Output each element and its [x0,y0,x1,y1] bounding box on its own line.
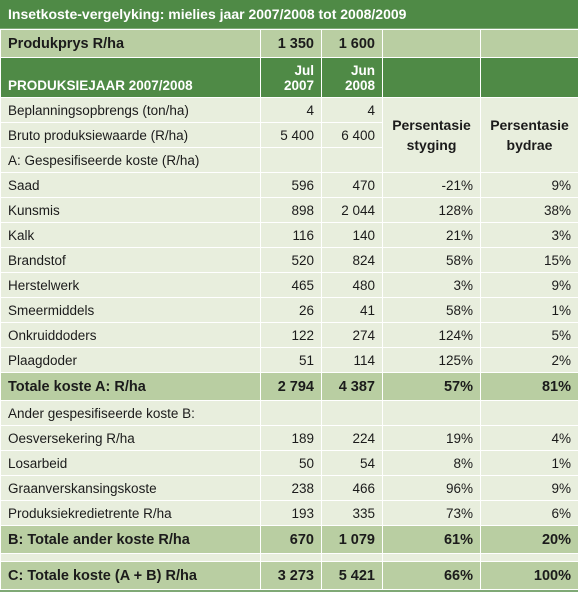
value-2008: 824 [322,248,383,273]
pct-increase: 8% [383,451,481,476]
row-label: Totale koste A: R/ha [1,373,261,401]
cost-row [1,248,578,273]
pct-contribution: 2% [481,348,578,373]
row-label: Produksiekredietrente R/ha [1,501,261,526]
spacer-row [1,554,578,562]
blank-cell [481,58,578,98]
cost-row [1,198,578,223]
value-2007: 4 [261,98,322,123]
value-2008: 480 [322,273,383,298]
row-label: Plaagdoder [1,348,261,373]
table-title: Insetkoste-vergelyking: mielies jaar 2007/2008 tot 2008/2009 [0,0,578,28]
b-section-label: Ander gespesifiseerde koste B: [1,401,261,426]
price-label: Produkprys R/ha [1,30,261,58]
value-2008: 224 [322,426,383,451]
production-year-header: PRODUKSIEJAAR 2007/2008 [1,58,261,98]
row-label: Onkruiddoders [1,323,261,348]
cost-row [1,451,578,476]
pct-contribution: 38% [481,198,578,223]
row-label: Brandstof [1,248,261,273]
blank-cell [383,554,481,562]
cost-comparison-table [0,29,578,590]
row-label: Kalk [1,223,261,248]
cost-row [1,348,578,373]
pct-contribution: 9% [481,476,578,501]
pct-increase: 58% [383,298,481,323]
value-2007: 2 794 [261,373,322,401]
pct-contribution: 3% [481,223,578,248]
value-2007: 898 [261,198,322,223]
pct-contribution: 81% [481,373,578,401]
pct-contribution: 6% [481,501,578,526]
value-2008: 470 [322,173,383,198]
table-row [1,98,578,123]
row-label: Oesversekering R/ha [1,426,261,451]
cost-row [1,273,578,298]
value-2007 [261,148,322,173]
value-2008: 2 044 [322,198,383,223]
value-2007: 50 [261,451,322,476]
blank-cell [383,58,481,98]
value-2007: 189 [261,426,322,451]
value-2007: 520 [261,248,322,273]
pct-increase-header: Persentasie styging [383,98,481,173]
pct-increase: 128% [383,198,481,223]
blank-cell [261,401,322,426]
value-2008: 114 [322,348,383,373]
value-2007: 51 [261,348,322,373]
value-2008: 4 387 [322,373,383,401]
pct-contribution-header: Persentasie bydrae [481,98,578,173]
cost-row [1,173,578,198]
blank-cell [261,554,322,562]
pct-increase: 19% [383,426,481,451]
row-label: Herstelwerk [1,273,261,298]
pct-contribution: 4% [481,426,578,451]
pct-increase: 66% [383,562,481,590]
row-label: Kunsmis [1,198,261,223]
value-2008: 4 [322,98,383,123]
col-header-jul-2007: Jul 2007 [261,58,322,98]
blank-cell [383,30,481,58]
price-2007: 1 350 [261,30,322,58]
pct-contribution: 9% [481,173,578,198]
pct-increase: 58% [383,248,481,273]
row-label: Beplanningsopbrengs (ton/ha) [1,98,261,123]
blank-cell [322,401,383,426]
value-2007: 465 [261,273,322,298]
pct-contribution: 15% [481,248,578,273]
row-label: Bruto produksiewaarde (R/ha) [1,123,261,148]
blank-cell [1,554,261,562]
value-2007: 116 [261,223,322,248]
pct-increase: 124% [383,323,481,348]
cost-row [1,426,578,451]
cost-row [1,323,578,348]
total-c-row [1,562,578,590]
pct-contribution: 20% [481,526,578,554]
row-label: Losarbeid [1,451,261,476]
row-label: A: Gespesifiseerde koste (R/ha) [1,148,261,173]
value-2007: 5 400 [261,123,322,148]
value-2008: 140 [322,223,383,248]
price-2008: 1 600 [322,30,383,58]
value-2008: 54 [322,451,383,476]
pct-contribution: 1% [481,298,578,323]
value-2007: 122 [261,323,322,348]
cost-row [1,501,578,526]
row-label: C: Totale koste (A + B) R/ha [1,562,261,590]
value-2008: 335 [322,501,383,526]
row-label: Smeermiddels [1,298,261,323]
pct-increase: 21% [383,223,481,248]
col-header-jun-2008: Jun 2008 [322,58,383,98]
value-2008: 6 400 [322,123,383,148]
value-2007: 3 273 [261,562,322,590]
value-2008: 41 [322,298,383,323]
value-2007: 670 [261,526,322,554]
price-row [1,30,578,58]
pct-increase: 96% [383,476,481,501]
blank-cell [481,401,578,426]
b-section-header-row [1,401,578,426]
cost-row [1,476,578,501]
pct-contribution: 1% [481,451,578,476]
blank-cell [481,30,578,58]
pct-increase: -21% [383,173,481,198]
total-a-row [1,373,578,401]
blank-cell [383,401,481,426]
value-2008 [322,148,383,173]
cost-row [1,223,578,248]
row-label: B: Totale ander koste R/ha [1,526,261,554]
total-b-row [1,526,578,554]
value-2007: 238 [261,476,322,501]
value-2008: 5 421 [322,562,383,590]
row-label: Graanverskansingskoste [1,476,261,501]
pct-increase: 61% [383,526,481,554]
value-2008: 1 079 [322,526,383,554]
blank-cell [481,554,578,562]
pct-contribution: 100% [481,562,578,590]
pct-contribution: 5% [481,323,578,348]
pct-increase: 57% [383,373,481,401]
pct-increase: 73% [383,501,481,526]
value-2008: 466 [322,476,383,501]
row-label: Saad [1,173,261,198]
blank-cell [322,554,383,562]
value-2008: 274 [322,323,383,348]
value-2007: 26 [261,298,322,323]
cost-row [1,298,578,323]
pct-contribution: 9% [481,273,578,298]
value-2007: 193 [261,501,322,526]
header-row [1,58,578,98]
pct-increase: 3% [383,273,481,298]
value-2007: 596 [261,173,322,198]
pct-increase: 125% [383,348,481,373]
